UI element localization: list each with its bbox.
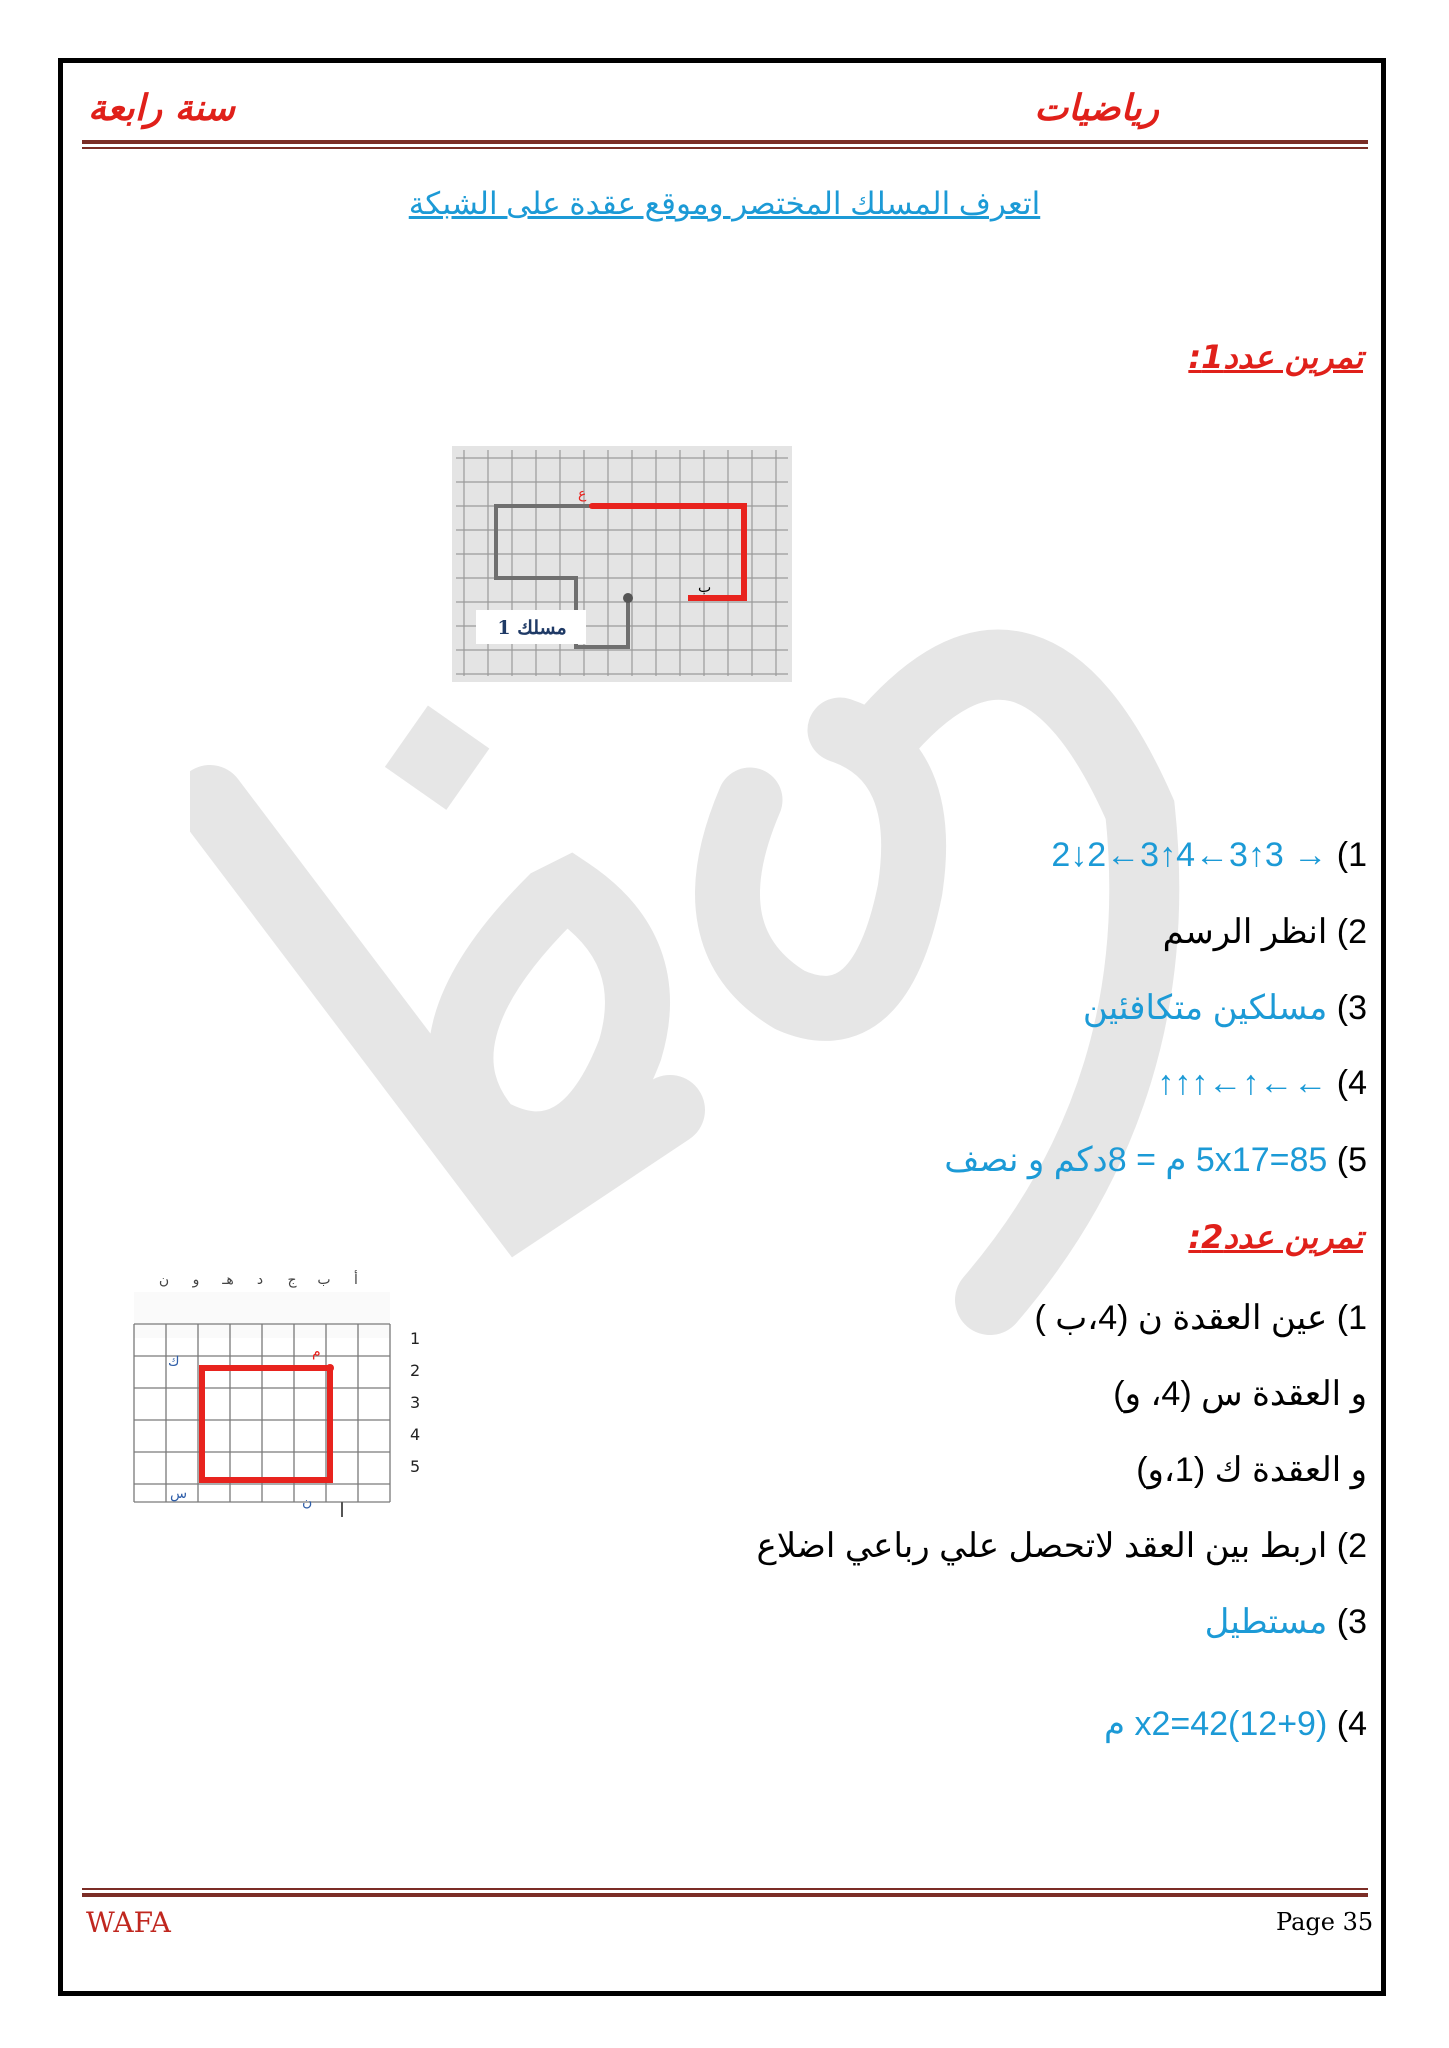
- item-text: انظر الرسم: [1162, 913, 1328, 951]
- footer-rule-thin: [82, 1888, 1368, 1890]
- exercise1-answer-line: [1051, 836, 1367, 875]
- item-number: 2): [1336, 913, 1367, 951]
- exercise1-title: تمرين عدد1:: [1188, 338, 1363, 376]
- grid-row-label: 3: [410, 1393, 421, 1412]
- exercise2-answer-line: [756, 1526, 1367, 1566]
- exercise2-answer-line: [1104, 1704, 1367, 1744]
- grid-row-label: 1: [410, 1329, 421, 1348]
- subject-title: رياضيات: [1034, 88, 1159, 129]
- header-rule-thin: [82, 147, 1368, 149]
- grid-column-label: ن: [158, 1272, 170, 1288]
- grid-row-label: 5: [410, 1457, 421, 1476]
- grid-row-label: 4: [410, 1425, 421, 1444]
- page-title: اتعرف المسلك المختصر وموقع عقدة على الشبكة: [408, 186, 1041, 221]
- node-m-label: م: [312, 1344, 321, 1360]
- exercise2-answer-line: [1034, 1298, 1367, 1338]
- item-text: و العقدة ك (1،و): [1136, 1451, 1367, 1489]
- item-number: 3): [1336, 1603, 1367, 1641]
- node-s-label: س: [170, 1486, 188, 1502]
- item-text: اربط بين العقد لاتحصل علي رباعي اضلاع: [756, 1527, 1328, 1565]
- item-number: 1): [1336, 1299, 1367, 1337]
- footer-rule: [82, 1893, 1368, 1897]
- item-number: 4): [1336, 1064, 1367, 1102]
- exercise2-answer-line: [1205, 1602, 1367, 1642]
- item-text: مستطيل: [1204, 1603, 1328, 1641]
- grade-title: سنة رابعة: [88, 88, 235, 129]
- item-number: 2): [1336, 1527, 1367, 1565]
- item-number: 3): [1336, 989, 1367, 1027]
- figure-caption: مسلك 1: [497, 617, 567, 639]
- item-text: 85=5x17 م = 8دكم و نصف: [944, 1141, 1328, 1179]
- item-text: (12+9)x2=42 م: [1103, 1705, 1328, 1743]
- watermark-logo: [190, 570, 1190, 1370]
- grid-column-label: ج: [287, 1272, 297, 1288]
- exercise2-answer-line: [1113, 1374, 1367, 1414]
- exercise1-answer-line: [1163, 912, 1367, 952]
- header-rule: [82, 140, 1368, 144]
- item-number: 5): [1336, 1141, 1367, 1179]
- exercise1-answer-line: [1157, 1064, 1367, 1103]
- item-number: 4): [1336, 1705, 1367, 1743]
- grid-row-label: 2: [410, 1361, 421, 1380]
- exercise1-answer-line: [944, 1140, 1367, 1180]
- node-n-label: ن: [302, 1494, 313, 1510]
- exercise1-path-figure: [452, 446, 792, 682]
- grid-column-label: أ: [354, 1272, 358, 1288]
- exercise2-answer-line: [1136, 1450, 1367, 1490]
- footer-author: WAFA: [86, 1906, 171, 1939]
- grid-column-label: و: [192, 1272, 200, 1288]
- item-text: ←←↑←↑↑↑: [1157, 1064, 1328, 1102]
- grid-column-label: هـ: [222, 1272, 234, 1288]
- exercise2-title: تمرين عدد2:: [1188, 1218, 1363, 1256]
- figure-start-label: ع: [578, 486, 587, 502]
- item-number: 1): [1336, 836, 1367, 874]
- item-text: و العقدة س (4، و): [1113, 1375, 1367, 1413]
- exercise2-grid-figure: [110, 1262, 450, 1562]
- item-text: مسلكين متكافئين: [1082, 989, 1328, 1027]
- grid-column-label: د: [256, 1272, 264, 1288]
- grid-column-label: ب: [317, 1272, 331, 1288]
- item-text: عين العقدة ن (4،ب ): [1034, 1299, 1328, 1337]
- exercise1-answer-line: [1083, 988, 1367, 1028]
- item-text: → 3↑3←4↑3←2↓2: [1051, 836, 1328, 874]
- figure-end-label: ب: [698, 580, 712, 596]
- page-number: Page 35: [1276, 1908, 1374, 1936]
- node-k-label: ك: [168, 1354, 180, 1370]
